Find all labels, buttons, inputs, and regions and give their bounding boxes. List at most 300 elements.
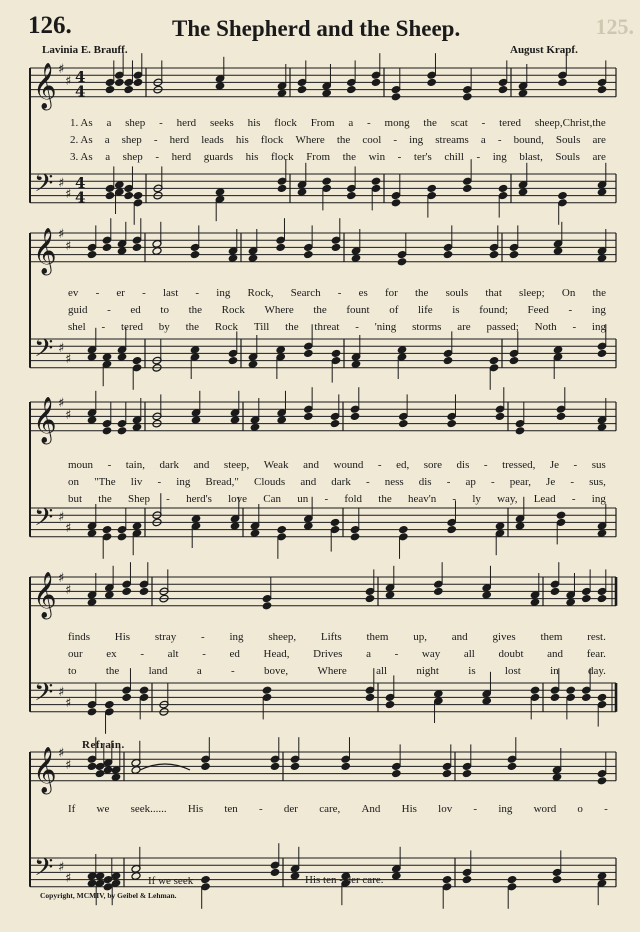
quarter-note bbox=[443, 356, 453, 365]
quarter-note bbox=[133, 78, 143, 87]
lyric-syllable: steep, bbox=[223, 459, 250, 471]
bass-staff bbox=[30, 508, 616, 537]
lyric-syllable: ing bbox=[498, 803, 513, 815]
bass-lyric: If we seek bbox=[148, 875, 194, 887]
quarter-note bbox=[114, 78, 124, 87]
quarter-note bbox=[365, 693, 375, 702]
quarter-note bbox=[507, 762, 517, 771]
lyric-syllable: and bbox=[451, 631, 468, 643]
lyric-syllable: fear. bbox=[586, 648, 606, 660]
quarter-note bbox=[248, 254, 258, 263]
quarter-note bbox=[102, 426, 112, 435]
quarter-note bbox=[597, 349, 607, 358]
quarter-note bbox=[111, 773, 121, 782]
quarter-note bbox=[330, 419, 340, 428]
lyric-syllable: the bbox=[592, 287, 606, 299]
lyric-syllable: - bbox=[155, 151, 160, 163]
lyric-syllable: and bbox=[193, 459, 210, 471]
lyric-syllable: day. bbox=[587, 665, 606, 677]
lyric-syllable: a bbox=[105, 151, 111, 163]
lyric-syllable: we bbox=[96, 803, 110, 815]
lyric-syllable: and bbox=[303, 459, 319, 471]
quarter-note bbox=[507, 875, 517, 884]
quarter-note bbox=[397, 345, 407, 354]
lyric-syllable: of bbox=[389, 304, 399, 316]
lyric-line bbox=[70, 151, 606, 163]
lyric-syllable: our bbox=[68, 648, 83, 660]
lyric-syllable: the bbox=[285, 321, 299, 333]
lyric-syllable: - bbox=[483, 459, 488, 471]
lyric-syllable: a bbox=[196, 665, 202, 677]
quarter-note bbox=[139, 587, 149, 596]
lyric-syllable: his bbox=[247, 117, 261, 129]
quarter-note bbox=[462, 184, 472, 193]
bass-clef-icon: 𝄢 bbox=[34, 678, 54, 713]
lyric-syllable: 2. As bbox=[70, 134, 93, 146]
quarter-note bbox=[597, 693, 607, 702]
lyric-syllable: Rock, bbox=[247, 287, 274, 299]
lyric-syllable: - bbox=[497, 134, 502, 146]
lyric-syllable: Rock bbox=[214, 321, 239, 333]
lyric-syllable: - bbox=[195, 287, 200, 299]
quarter-note bbox=[230, 416, 240, 425]
quarter-note bbox=[303, 349, 313, 358]
lyric-syllable: - bbox=[107, 459, 112, 471]
lyric-syllable: streams bbox=[435, 134, 469, 146]
lyric-syllable: sus bbox=[591, 459, 606, 471]
quarter-note bbox=[105, 191, 115, 200]
lyric-syllable: to bbox=[68, 665, 77, 677]
quarter-note bbox=[597, 594, 607, 603]
lyric-syllable: lost bbox=[504, 665, 521, 677]
quarter-note bbox=[427, 184, 437, 193]
quarter-note bbox=[122, 587, 132, 596]
quarter-note bbox=[350, 412, 360, 421]
lyric-syllable: a bbox=[480, 134, 486, 146]
quarter-note bbox=[87, 250, 97, 259]
quarter-note bbox=[391, 92, 401, 101]
quarter-note bbox=[95, 769, 105, 778]
quarter-note bbox=[462, 769, 472, 778]
lyric-syllable: gives bbox=[492, 631, 516, 643]
quarter-note bbox=[557, 78, 567, 87]
lyric-line bbox=[70, 117, 606, 129]
lyric-syllable: Weak bbox=[263, 459, 289, 471]
sharp-icon: ♯ bbox=[58, 746, 65, 761]
lyric-syllable: and bbox=[547, 648, 564, 660]
quarter-note bbox=[132, 356, 142, 365]
lyric-syllable: - bbox=[452, 493, 457, 505]
lyric-syllable: es bbox=[358, 287, 368, 299]
quarter-note bbox=[87, 598, 97, 607]
quarter-note bbox=[270, 868, 280, 877]
lyric-syllable: ing bbox=[492, 151, 507, 163]
hymn-number: 126. bbox=[28, 12, 72, 39]
lyric-syllable: the bbox=[188, 304, 203, 316]
quarter-note bbox=[462, 875, 472, 884]
lyric-syllable: - bbox=[355, 321, 359, 333]
lyric-syllable: pear, bbox=[509, 476, 531, 488]
lyric-syllable: care, bbox=[319, 803, 341, 815]
lyric-syllable: un bbox=[297, 493, 309, 505]
lyric-syllable: in bbox=[550, 665, 559, 677]
lyric-syllable: From bbox=[306, 151, 331, 163]
lyric-syllable: Lifts bbox=[320, 631, 342, 643]
lyric-syllable: doubt bbox=[498, 648, 524, 660]
quarter-note bbox=[495, 522, 505, 531]
lyric-syllable: is bbox=[468, 665, 476, 677]
lyric-syllable: win bbox=[368, 151, 386, 163]
lyric-syllable: - bbox=[153, 134, 158, 146]
quarter-note bbox=[442, 875, 452, 884]
quarter-note bbox=[228, 356, 238, 365]
lyric-syllable: seeks bbox=[209, 117, 234, 129]
quarter-note bbox=[447, 525, 457, 534]
lyric-syllable: all bbox=[376, 665, 388, 677]
quarter-note bbox=[581, 693, 591, 702]
refrain-label: Refrain. bbox=[82, 739, 125, 751]
sharp-icon: ♯ bbox=[65, 521, 72, 536]
quarter-note bbox=[495, 412, 505, 421]
lyric-syllable: o bbox=[577, 803, 583, 815]
quarter-note bbox=[482, 697, 492, 706]
quarter-note bbox=[190, 250, 200, 259]
lyric-syllable: blast, bbox=[519, 151, 543, 163]
bass-clef-icon: 𝄢 bbox=[34, 503, 54, 538]
quarter-note bbox=[248, 360, 258, 369]
half-note bbox=[152, 247, 162, 256]
lyric-syllable: are bbox=[457, 321, 471, 333]
lyric-syllable: Drives bbox=[313, 648, 343, 660]
composer-credit: August Krapf. bbox=[510, 44, 578, 56]
treble-staff bbox=[30, 577, 616, 606]
quarter-note bbox=[433, 689, 443, 698]
quarter-note bbox=[133, 191, 143, 200]
lyric-syllable: 'ning bbox=[374, 321, 397, 333]
quarter-note bbox=[351, 254, 361, 263]
quarter-note bbox=[331, 243, 341, 252]
quarter-note bbox=[124, 85, 134, 94]
lyric-syllable: bound, bbox=[513, 134, 544, 146]
quarter-note bbox=[557, 191, 567, 200]
quarter-note bbox=[427, 78, 437, 87]
lyric-syllable: the bbox=[423, 117, 437, 129]
lyric-syllable: Je bbox=[546, 476, 556, 488]
quarter-note bbox=[277, 416, 287, 425]
lyric-syllable: - bbox=[490, 476, 495, 488]
lyric-syllable: liv bbox=[130, 476, 143, 488]
quarter-note bbox=[331, 349, 341, 358]
treble-clef-icon: 𝄞 bbox=[33, 228, 57, 274]
lyric-syllable: the bbox=[414, 287, 429, 299]
quarter-note bbox=[371, 177, 381, 186]
lyric-syllable: If bbox=[68, 803, 76, 815]
lyric-syllable: cool bbox=[362, 134, 382, 146]
bass-clef-icon: 𝄢 bbox=[34, 334, 54, 369]
quarter-note bbox=[597, 188, 607, 197]
lyric-syllable: ly bbox=[472, 493, 481, 505]
quarter-note bbox=[290, 762, 300, 771]
lyric-syllable: - bbox=[259, 803, 263, 815]
quarter-note bbox=[482, 591, 492, 600]
quarter-note bbox=[398, 525, 408, 534]
lyric-syllable: are bbox=[592, 134, 606, 146]
lyric-syllable: ing bbox=[591, 321, 606, 333]
lyric-syllable: - bbox=[570, 476, 574, 488]
lyric-syllable: dark bbox=[331, 476, 351, 488]
lyric-syllable: sheep,Christ,the bbox=[534, 117, 606, 129]
lyric-syllable: - bbox=[573, 459, 578, 471]
lyric-syllable: passed; bbox=[486, 321, 519, 333]
lyric-syllable: sore bbox=[423, 459, 443, 471]
half-note bbox=[131, 872, 141, 881]
lyric-syllable: His bbox=[114, 631, 131, 643]
lyric-syllable: ex bbox=[106, 648, 117, 660]
quarter-note bbox=[122, 693, 132, 702]
quarter-note bbox=[597, 85, 607, 94]
lyric-syllable: ter's bbox=[413, 151, 432, 163]
author-credit: Lavinia E. Brauff. bbox=[42, 44, 128, 56]
lyric-syllable: sus, bbox=[589, 476, 606, 488]
quarter-note bbox=[447, 419, 457, 428]
quarter-note bbox=[228, 254, 238, 263]
lyric-syllable: - bbox=[568, 304, 573, 316]
quarter-note bbox=[102, 525, 112, 534]
quarter-note bbox=[552, 875, 562, 884]
lyric-syllable: Where bbox=[264, 304, 294, 316]
lyric-syllable: Je bbox=[549, 459, 560, 471]
quarter-note bbox=[371, 78, 381, 87]
lyric-syllable: that bbox=[485, 287, 502, 299]
tie-slur bbox=[140, 764, 190, 770]
sharp-icon: ♯ bbox=[65, 757, 72, 773]
lyric-syllable: 1. As bbox=[70, 117, 93, 129]
quarter-note bbox=[250, 529, 260, 538]
lyric-syllable: ing bbox=[216, 287, 231, 299]
time-signature-top: 4 bbox=[75, 68, 86, 86]
lyric-syllable: On bbox=[561, 287, 576, 299]
lyric-syllable: his bbox=[245, 151, 259, 163]
quarter-note bbox=[87, 529, 97, 538]
lyric-syllable: lov bbox=[438, 803, 453, 815]
quarter-note bbox=[103, 766, 113, 775]
lyric-syllable: heav'n bbox=[407, 493, 437, 505]
lyric-syllable: "The bbox=[94, 476, 116, 488]
lyric-syllable: ed bbox=[229, 648, 240, 660]
quarter-note bbox=[87, 707, 97, 716]
lyric-syllable: for bbox=[384, 287, 398, 299]
quarter-note bbox=[330, 518, 340, 527]
lyric-syllable: - bbox=[107, 304, 111, 316]
quarter-note bbox=[518, 89, 528, 98]
lyric-syllable: Feed bbox=[527, 304, 549, 316]
quarter-note bbox=[346, 85, 356, 94]
lyric-syllable: shep bbox=[121, 134, 142, 146]
lyric-syllable: up, bbox=[413, 631, 427, 643]
quarter-note bbox=[290, 872, 300, 881]
quarter-note bbox=[553, 345, 563, 354]
sharp-icon: ♯ bbox=[58, 685, 65, 701]
lyric-line bbox=[68, 665, 606, 677]
lyric-syllable: are bbox=[592, 151, 606, 163]
sharp-icon: ♯ bbox=[58, 227, 65, 242]
quarter-note bbox=[581, 594, 591, 603]
lyric-syllable: seek...... bbox=[130, 803, 167, 815]
quarter-note bbox=[297, 188, 307, 197]
quarter-note bbox=[518, 188, 528, 197]
lyric-syllable: leads bbox=[201, 134, 224, 146]
lyric-syllable: to bbox=[160, 304, 169, 316]
lyric-syllable: fold bbox=[344, 493, 363, 505]
sharp-icon: ♯ bbox=[65, 582, 72, 598]
lyric-line bbox=[68, 287, 606, 299]
bass-staff bbox=[30, 339, 616, 368]
quarter-note bbox=[509, 250, 519, 259]
quarter-note bbox=[489, 250, 499, 259]
lyric-syllable: ing bbox=[591, 304, 606, 316]
lyric-syllable: - bbox=[140, 648, 144, 660]
treble-staff bbox=[30, 233, 616, 262]
lyric-syllable: - bbox=[481, 117, 486, 129]
lyric-syllable: ed, bbox=[396, 459, 410, 471]
lyric-syllable: ing bbox=[409, 134, 424, 146]
lyric-syllable: herd bbox=[171, 151, 192, 163]
time-signature-bottom: 4 bbox=[75, 82, 86, 101]
quarter-note bbox=[103, 882, 113, 891]
bass-clef-icon: 𝄢 bbox=[34, 169, 54, 204]
quarter-note bbox=[250, 423, 260, 432]
quarter-note bbox=[351, 360, 361, 369]
sharp-icon: ♯ bbox=[65, 871, 72, 886]
sharp-icon: ♯ bbox=[58, 176, 65, 192]
lyric-line bbox=[68, 631, 606, 643]
lyric-syllable: - bbox=[95, 287, 100, 299]
lyric-syllable: fount bbox=[346, 304, 370, 316]
quarter-note bbox=[433, 587, 443, 596]
quarter-note bbox=[303, 522, 313, 531]
hymn-title: The Shepherd and the Sheep. bbox=[172, 16, 461, 41]
lyric-syllable: - bbox=[476, 151, 481, 163]
lyric-syllable: his bbox=[235, 134, 249, 146]
quarter-note bbox=[556, 412, 566, 421]
copyright-notice: Copyright, MCMIV, by Geibel & Lehman. bbox=[40, 891, 177, 900]
lyric-syllable: the bbox=[313, 304, 327, 316]
lyric-line bbox=[68, 476, 606, 488]
lyric-syllable: Noth bbox=[534, 321, 557, 333]
lyric-syllable: herd's bbox=[186, 493, 212, 505]
quarter-note bbox=[597, 254, 607, 263]
lyric-syllable: Souls bbox=[555, 134, 581, 146]
lyric-syllable: ev bbox=[68, 287, 79, 299]
quarter-note bbox=[322, 177, 332, 186]
lyric-line bbox=[68, 648, 606, 660]
lyric-syllable: bove, bbox=[264, 665, 289, 677]
sharp-icon: ♯ bbox=[65, 407, 72, 423]
sharp-icon: ♯ bbox=[58, 571, 65, 586]
quarter-note bbox=[498, 184, 508, 193]
lyric-syllable: the bbox=[378, 493, 392, 505]
quarter-note bbox=[132, 423, 142, 432]
lyric-syllable: wound bbox=[333, 459, 364, 471]
quarter-note bbox=[117, 353, 127, 362]
lyric-syllable: - bbox=[202, 648, 206, 660]
quarter-note bbox=[117, 247, 127, 256]
lyric-syllable: Shep bbox=[127, 493, 150, 505]
quarter-note bbox=[443, 250, 453, 259]
lyric-syllable: - bbox=[394, 648, 399, 660]
lyric-syllable: on bbox=[68, 476, 79, 488]
lyric-line bbox=[68, 304, 606, 316]
lyric-syllable: Can bbox=[263, 493, 281, 505]
quarter-note bbox=[124, 191, 134, 200]
lyric-syllable: the bbox=[105, 665, 120, 677]
quarter-note bbox=[190, 345, 200, 354]
lyric-syllable: ness bbox=[384, 476, 404, 488]
lyric-syllable: - bbox=[159, 117, 163, 129]
lyric-syllable: sleep; bbox=[519, 287, 545, 299]
lyric-syllable: - bbox=[604, 803, 608, 815]
lyric-syllable: a bbox=[348, 117, 354, 129]
quarter-note bbox=[552, 773, 562, 782]
quarter-note bbox=[87, 879, 97, 888]
quarter-note bbox=[262, 601, 272, 610]
lyric-syllable: shep bbox=[125, 117, 146, 129]
lyric-syllable: - bbox=[377, 459, 382, 471]
lyric-syllable: der bbox=[283, 803, 298, 815]
quarter-note bbox=[566, 598, 576, 607]
quarter-note bbox=[597, 529, 607, 538]
lyric-syllable: - bbox=[572, 321, 577, 333]
quarter-note bbox=[200, 762, 210, 771]
lyric-syllable: the bbox=[185, 321, 200, 333]
quarter-note bbox=[105, 85, 115, 94]
lyric-syllable: - bbox=[157, 476, 162, 488]
lyric-line bbox=[68, 321, 606, 333]
quarter-note bbox=[277, 89, 287, 98]
lyric-syllable: shep bbox=[122, 151, 143, 163]
lyric-syllable: a bbox=[366, 648, 371, 660]
bass-lyric: His ten - der care. bbox=[305, 874, 384, 886]
quarter-note bbox=[498, 85, 508, 94]
lyric-syllable: tain, bbox=[125, 459, 145, 471]
quarter-note bbox=[365, 594, 375, 603]
lyric-syllable: mong bbox=[384, 117, 410, 129]
treble-staff bbox=[30, 402, 616, 431]
lyric-syllable: stray bbox=[154, 631, 177, 643]
quarter-note bbox=[277, 184, 287, 193]
quarter-note bbox=[87, 762, 97, 771]
lyric-syllable: but bbox=[68, 493, 83, 505]
quarter-note bbox=[350, 532, 360, 541]
sharp-icon: ♯ bbox=[58, 341, 65, 357]
lyric-syllable: night bbox=[416, 665, 439, 677]
quarter-note bbox=[530, 598, 540, 607]
lyric-syllable: tressed, bbox=[502, 459, 536, 471]
sharp-icon: ♯ bbox=[58, 396, 65, 411]
lyric-syllable: chill bbox=[444, 151, 464, 163]
quarter-note bbox=[515, 426, 525, 435]
quarter-note bbox=[102, 353, 112, 362]
quarter-note bbox=[139, 686, 149, 695]
quarter-note bbox=[215, 188, 225, 197]
quarter-note bbox=[597, 423, 607, 432]
lyric-syllable: - bbox=[201, 631, 205, 643]
lyric-syllable: them bbox=[366, 631, 389, 643]
lyric-syllable: Where bbox=[295, 134, 325, 146]
lyric-syllable: way bbox=[421, 648, 441, 660]
lyric-syllable: the bbox=[342, 151, 357, 163]
lyric-line bbox=[68, 803, 608, 815]
